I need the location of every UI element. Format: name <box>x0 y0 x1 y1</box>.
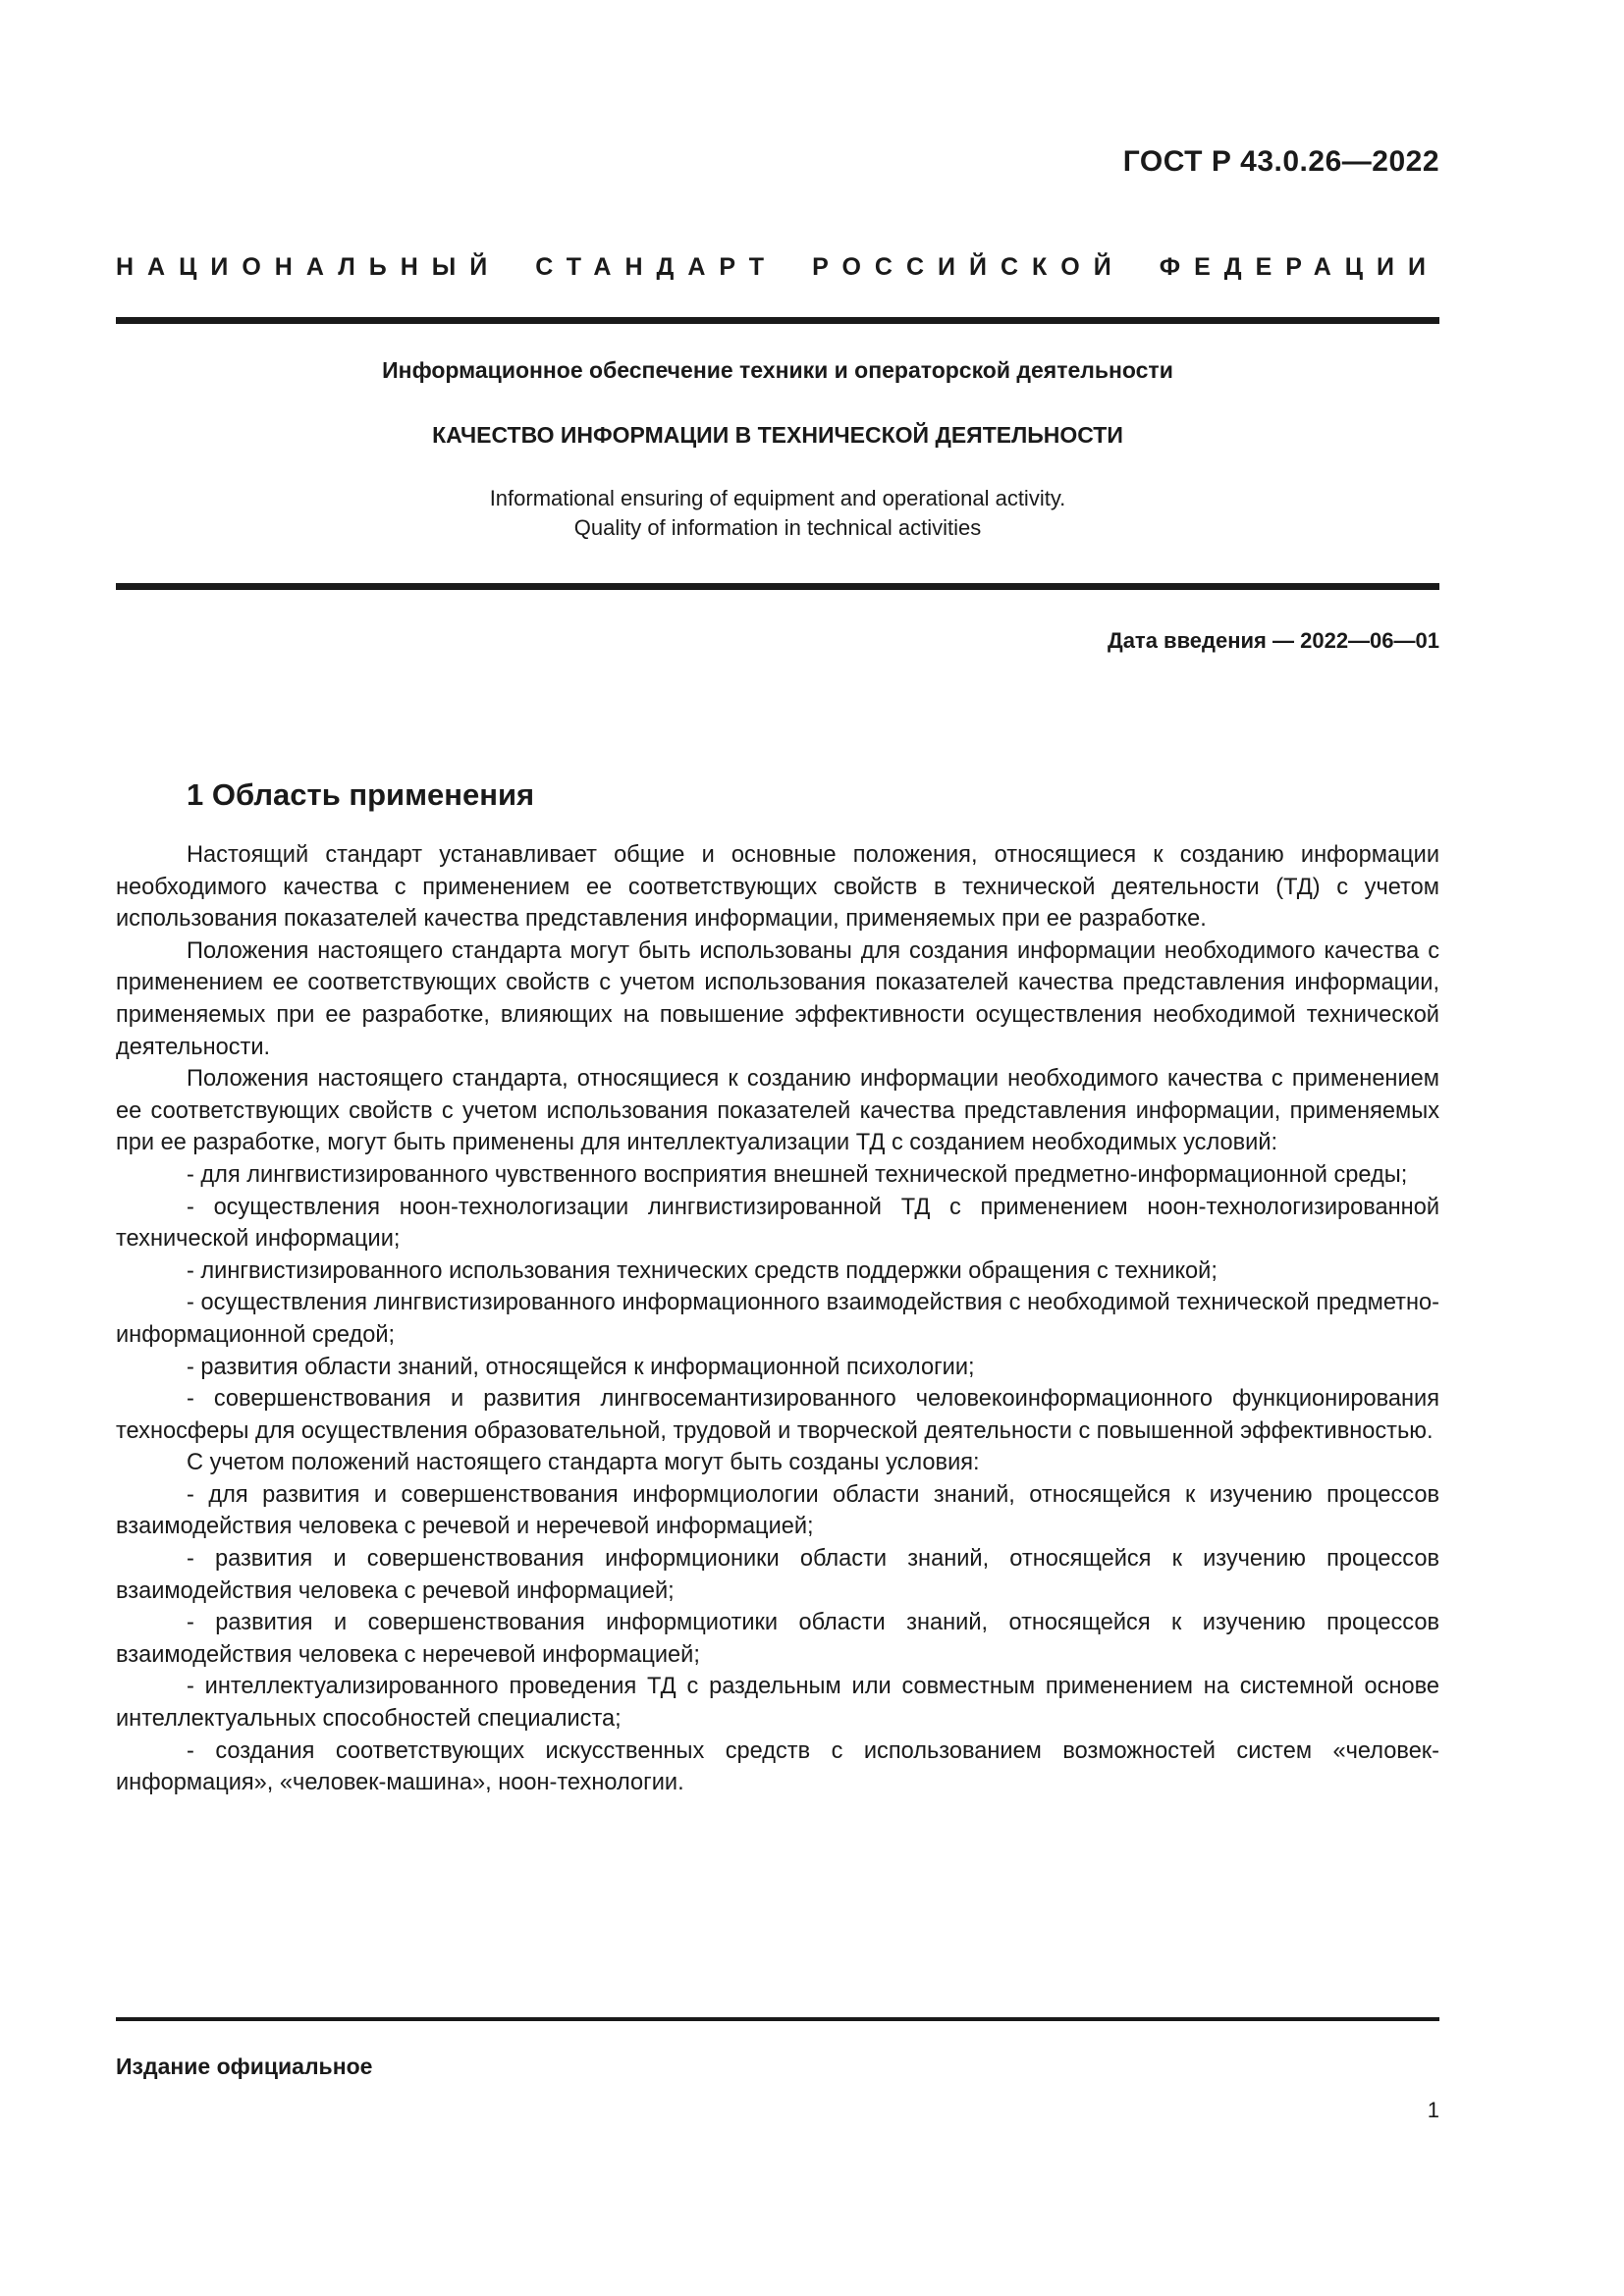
list-item: - совершенствования и развития лингвосемантизированного человекоинформационного функционирования техносферы для осуществления образовательной, трудовой и творческой деятельности с повышенной эффективностью. <box>116 1386 1439 1444</box>
paragraph: Настоящий стандарт устанавливает общие и основные положения, относящиеся к созданию информации необходимого качества с применением ее соответствующих свойств в технической деятельности (ТД) с учетом использования показателей качества представления информации, применяемых при ее разработке. <box>116 842 1439 933</box>
english-title-line-2: Quality of information in technical activities <box>573 515 982 540</box>
section-body <box>116 839 1439 1799</box>
document-number: ГОСТ Р 43.0.26—2022 <box>1122 145 1439 178</box>
footer-divider <box>116 2017 1439 2021</box>
english-title-line-1: Informational ensuring of equipment and operational activity. <box>489 486 1066 510</box>
list-item: - интеллектуализированного проведения ТД с раздельным или совместным применением на системной основе интеллектуальных способностей специалиста; <box>116 1674 1439 1733</box>
list-item: - осуществления ноон-технологизации лингвистизированной ТД с применением ноон-технологизированной технической информации; <box>116 1194 1439 1253</box>
document-title: КАЧЕСТВО ИНФОРМАЦИИ В ТЕХНИЧЕСКОЙ ДЕЯТЕЛЬНОСТИ <box>432 422 1123 448</box>
english-title <box>116 484 1439 543</box>
list-item: - развития и совершенствования информциотики области знаний, относящейся к изучению процессов взаимодействия человека с неречевой информацией; <box>116 1610 1439 1668</box>
title-divider <box>116 583 1439 590</box>
list-item: - создания соответствующих искусственных средств с использованием возможностей систем «человек-информация», «человек-машина», ноон-технологии. <box>116 1737 1439 1796</box>
edition-label: Издание официальное <box>116 2054 373 2079</box>
page-number: 1 <box>1427 2098 1439 2122</box>
section-heading: 1 Область применения <box>187 777 535 812</box>
paragraph: Положения настоящего стандарта, относящиеся к созданию информации необходимого качества с применением ее соответствующих свойств с учетом использования показателей качества представления информации, применяемых при ее разработке, могут быть применены для интеллектуализации ТД с созданием необходимых условий: <box>116 1066 1439 1156</box>
list-item: - развития и совершенствования информционики области знаний, относящейся к изучению процессов взаимодействия человека с речевой информацией; <box>116 1546 1439 1604</box>
list-item: - для развития и совершенствования информциологии области знаний, относящейся к изучению процессов взаимодействия человека с речевой и неречевой информацией; <box>116 1481 1439 1540</box>
introduction-date: Дата введения — 2022—06—01 <box>1108 628 1439 653</box>
paragraph: Положения настоящего стандарта могут быть использованы для создания информации необходимого качества с применением ее соответствующих свойств с учетом использования показателей качества представления информации, применяемых при ее разработке, влияющих на повышение эффективности осуществления необходимой технической деятельности. <box>116 937 1439 1060</box>
top-divider <box>116 317 1439 324</box>
list-item: - лингвистизированного использования технических средств поддержки обращения с техникой; <box>187 1257 1218 1284</box>
list-item: - осуществления лингвистизированного информационного взаимодействия с необходимой технической предметно-информационной средой; <box>116 1290 1439 1348</box>
document-subtitle: Информационное обеспечение техники и операторской деятельности <box>382 357 1173 383</box>
national-standard-header: НАЦИОНАЛЬНЫЙ СТАНДАРТ РОССИЙСКОЙ ФЕДЕРАЦИИ <box>116 253 1439 281</box>
list-item: - развития области знаний, относящейся к информационной психологии; <box>187 1354 975 1380</box>
paragraph: С учетом положений настоящего стандарта могут быть созданы условия: <box>187 1450 980 1476</box>
list-item: - для лингвистизированного чувственного восприятия внешней технической предметно-информационной среды; <box>187 1161 1408 1188</box>
